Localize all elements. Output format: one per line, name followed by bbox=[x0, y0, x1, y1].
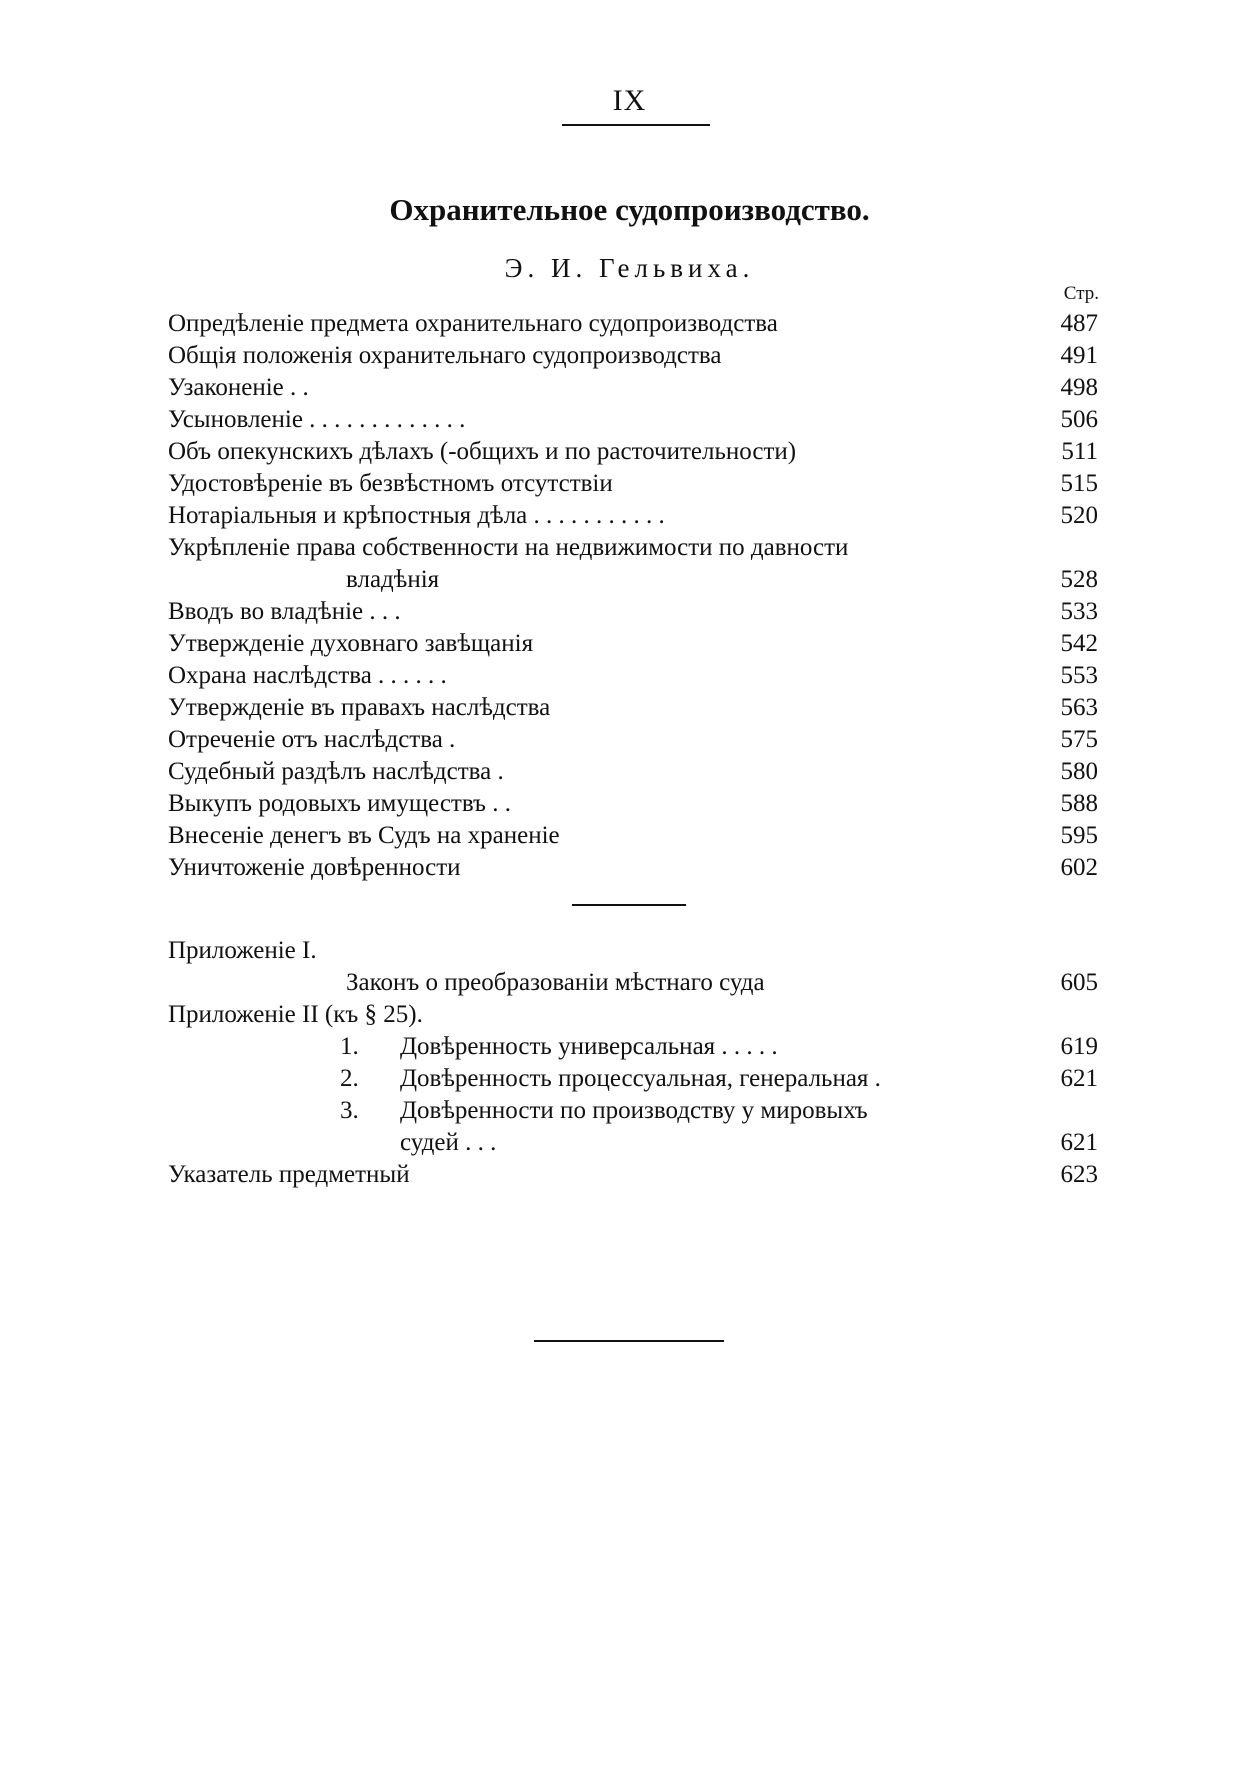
appendix-entry-page: 621 bbox=[1060, 1065, 1098, 1092]
toc-entry-title: Общія положенія охранительнаго судопроизводства bbox=[168, 342, 722, 369]
toc-entry bbox=[168, 628, 1098, 660]
toc-entry-page: 580 bbox=[1060, 758, 1098, 785]
appendix-entry-title: Приложеніе II (къ § 25). bbox=[168, 1001, 423, 1028]
appendix-entry-page: 621 bbox=[1060, 1129, 1098, 1156]
toc-entry bbox=[168, 788, 1098, 820]
appendix-entry-title: Указатель предметный bbox=[168, 1161, 410, 1188]
appendix-entry bbox=[168, 967, 1098, 999]
toc-entry-page: 491 bbox=[1060, 342, 1098, 369]
toc-entry-title: Усыновленіе . . . . . . . . . . . . . bbox=[168, 406, 466, 433]
toc-entry bbox=[168, 500, 1098, 532]
toc-entry bbox=[168, 596, 1098, 628]
toc-entry bbox=[168, 436, 1098, 468]
appendix-entry-page: 623 bbox=[1060, 1161, 1098, 1188]
section-divider bbox=[572, 904, 686, 906]
toc-entry-title: Укрѣпленіе права собственности на недвижимости по давности bbox=[168, 534, 849, 561]
toc-entry-title: Узаконеніе . . bbox=[168, 374, 309, 401]
appendix-entry-number: 3. bbox=[340, 1097, 359, 1124]
toc-entry-title: Опредѣленіе предмета охранительнаго судопроизводства bbox=[168, 310, 778, 337]
appendix-entry-title: Довѣренность универсальная . . . . . bbox=[400, 1033, 778, 1060]
appendix-entry-page: 619 bbox=[1060, 1033, 1098, 1060]
toc-entry-page: 563 bbox=[1060, 694, 1098, 721]
toc-entry bbox=[168, 404, 1098, 436]
toc-entry-page: 542 bbox=[1060, 630, 1098, 657]
toc-entry-title: Утвержденіе въ правахъ наслѣдства bbox=[168, 694, 551, 721]
section-title: Охранительное судопроизводство. bbox=[389, 192, 870, 227]
appendix-entry-continued bbox=[168, 1127, 1098, 1159]
appendix-entry bbox=[168, 999, 1098, 1031]
appendix-entry bbox=[168, 1031, 1098, 1063]
appendix-entry-title: Довѣренность процессуальная, генеральная . bbox=[400, 1065, 881, 1092]
toc-entry-title: Уничтоженіе довѣренности bbox=[168, 854, 461, 881]
appendix-entry bbox=[168, 935, 1098, 967]
toc-entry-page: 520 bbox=[1060, 502, 1098, 529]
table-of-contents bbox=[168, 308, 1098, 884]
page-column-label: Стр. bbox=[1063, 283, 1099, 304]
header-rule bbox=[562, 124, 710, 126]
toc-entry-page: 487 bbox=[1060, 310, 1098, 337]
toc-entry-page: 528 bbox=[1060, 566, 1098, 593]
toc-entry-page: 515 bbox=[1060, 470, 1098, 497]
toc-entry bbox=[168, 756, 1098, 788]
toc-entry-title: Вводъ во владѣніе . . . bbox=[168, 598, 401, 625]
toc-entry-page: 533 bbox=[1060, 598, 1098, 625]
toc-entry bbox=[168, 532, 1098, 564]
toc-entry bbox=[168, 852, 1098, 884]
toc-entry-title: Охрана наслѣдства . . . . . . bbox=[168, 662, 447, 689]
appendix-entry-title: Законъ о преобразованіи мѣстнаго суда bbox=[346, 969, 765, 996]
toc-entry bbox=[168, 308, 1098, 340]
appendix-entry-title: Довѣренности по производству у мировыхъ bbox=[400, 1097, 868, 1124]
toc-entry-page: 553 bbox=[1060, 662, 1098, 689]
appendix-list bbox=[168, 935, 1098, 1191]
toc-entry-page: 588 bbox=[1060, 790, 1098, 817]
toc-entry-page: 498 bbox=[1060, 374, 1098, 401]
toc-entry-title: владѣнія bbox=[346, 566, 440, 593]
toc-entry bbox=[168, 468, 1098, 500]
section-author: Э. И. Гельвиха. bbox=[504, 253, 755, 283]
toc-entry-title: Отреченіе отъ наслѣдства . bbox=[168, 726, 456, 753]
toc-entry-page: 506 bbox=[1060, 406, 1098, 433]
toc-entry bbox=[168, 372, 1098, 404]
appendix-entry bbox=[168, 1063, 1098, 1095]
appendix-entry-number: 1. bbox=[340, 1033, 359, 1060]
appendix-entry-title: судей . . . bbox=[400, 1129, 497, 1156]
toc-entry-title: Выкупъ родовыхъ имуществъ . . bbox=[168, 790, 511, 817]
toc-entry-title: Объ опекунскихъ дѣлахъ (-общихъ и по расточительности) bbox=[168, 438, 797, 465]
appendix-entry-title: Приложеніе I. bbox=[168, 937, 317, 964]
page-number: IX bbox=[612, 84, 647, 117]
appendix-entry-number: 2. bbox=[340, 1065, 359, 1092]
toc-entry-title: Нотаріальныя и крѣпостныя дѣла . . . . . . . . . . . bbox=[168, 502, 665, 529]
toc-entry bbox=[168, 660, 1098, 692]
toc-entry bbox=[168, 340, 1098, 372]
toc-entry-title: Удостовѣреніе въ безвѣстномъ отсутствіи bbox=[168, 470, 613, 497]
toc-entry-page: 595 bbox=[1060, 822, 1098, 849]
toc-entry-title: Судебный раздѣлъ наслѣдства . bbox=[168, 758, 504, 785]
appendix-entry-page: 605 bbox=[1060, 969, 1098, 996]
toc-entry-continued bbox=[168, 564, 1098, 596]
toc-entry-title: Внесеніе денегъ въ Судъ на храненіе bbox=[168, 822, 560, 849]
appendix-entry bbox=[168, 1159, 1098, 1191]
toc-entry-title: Утвержденіе духовнаго завѣщанія bbox=[168, 630, 534, 657]
end-rule bbox=[534, 1340, 724, 1342]
toc-entry-page: 602 bbox=[1060, 854, 1098, 881]
toc-entry bbox=[168, 724, 1098, 756]
toc-entry-page: 511 bbox=[1061, 438, 1098, 465]
toc-entry-page: 575 bbox=[1060, 726, 1098, 753]
toc-entry bbox=[168, 692, 1098, 724]
toc-entry bbox=[168, 820, 1098, 852]
appendix-entry bbox=[168, 1095, 1098, 1127]
